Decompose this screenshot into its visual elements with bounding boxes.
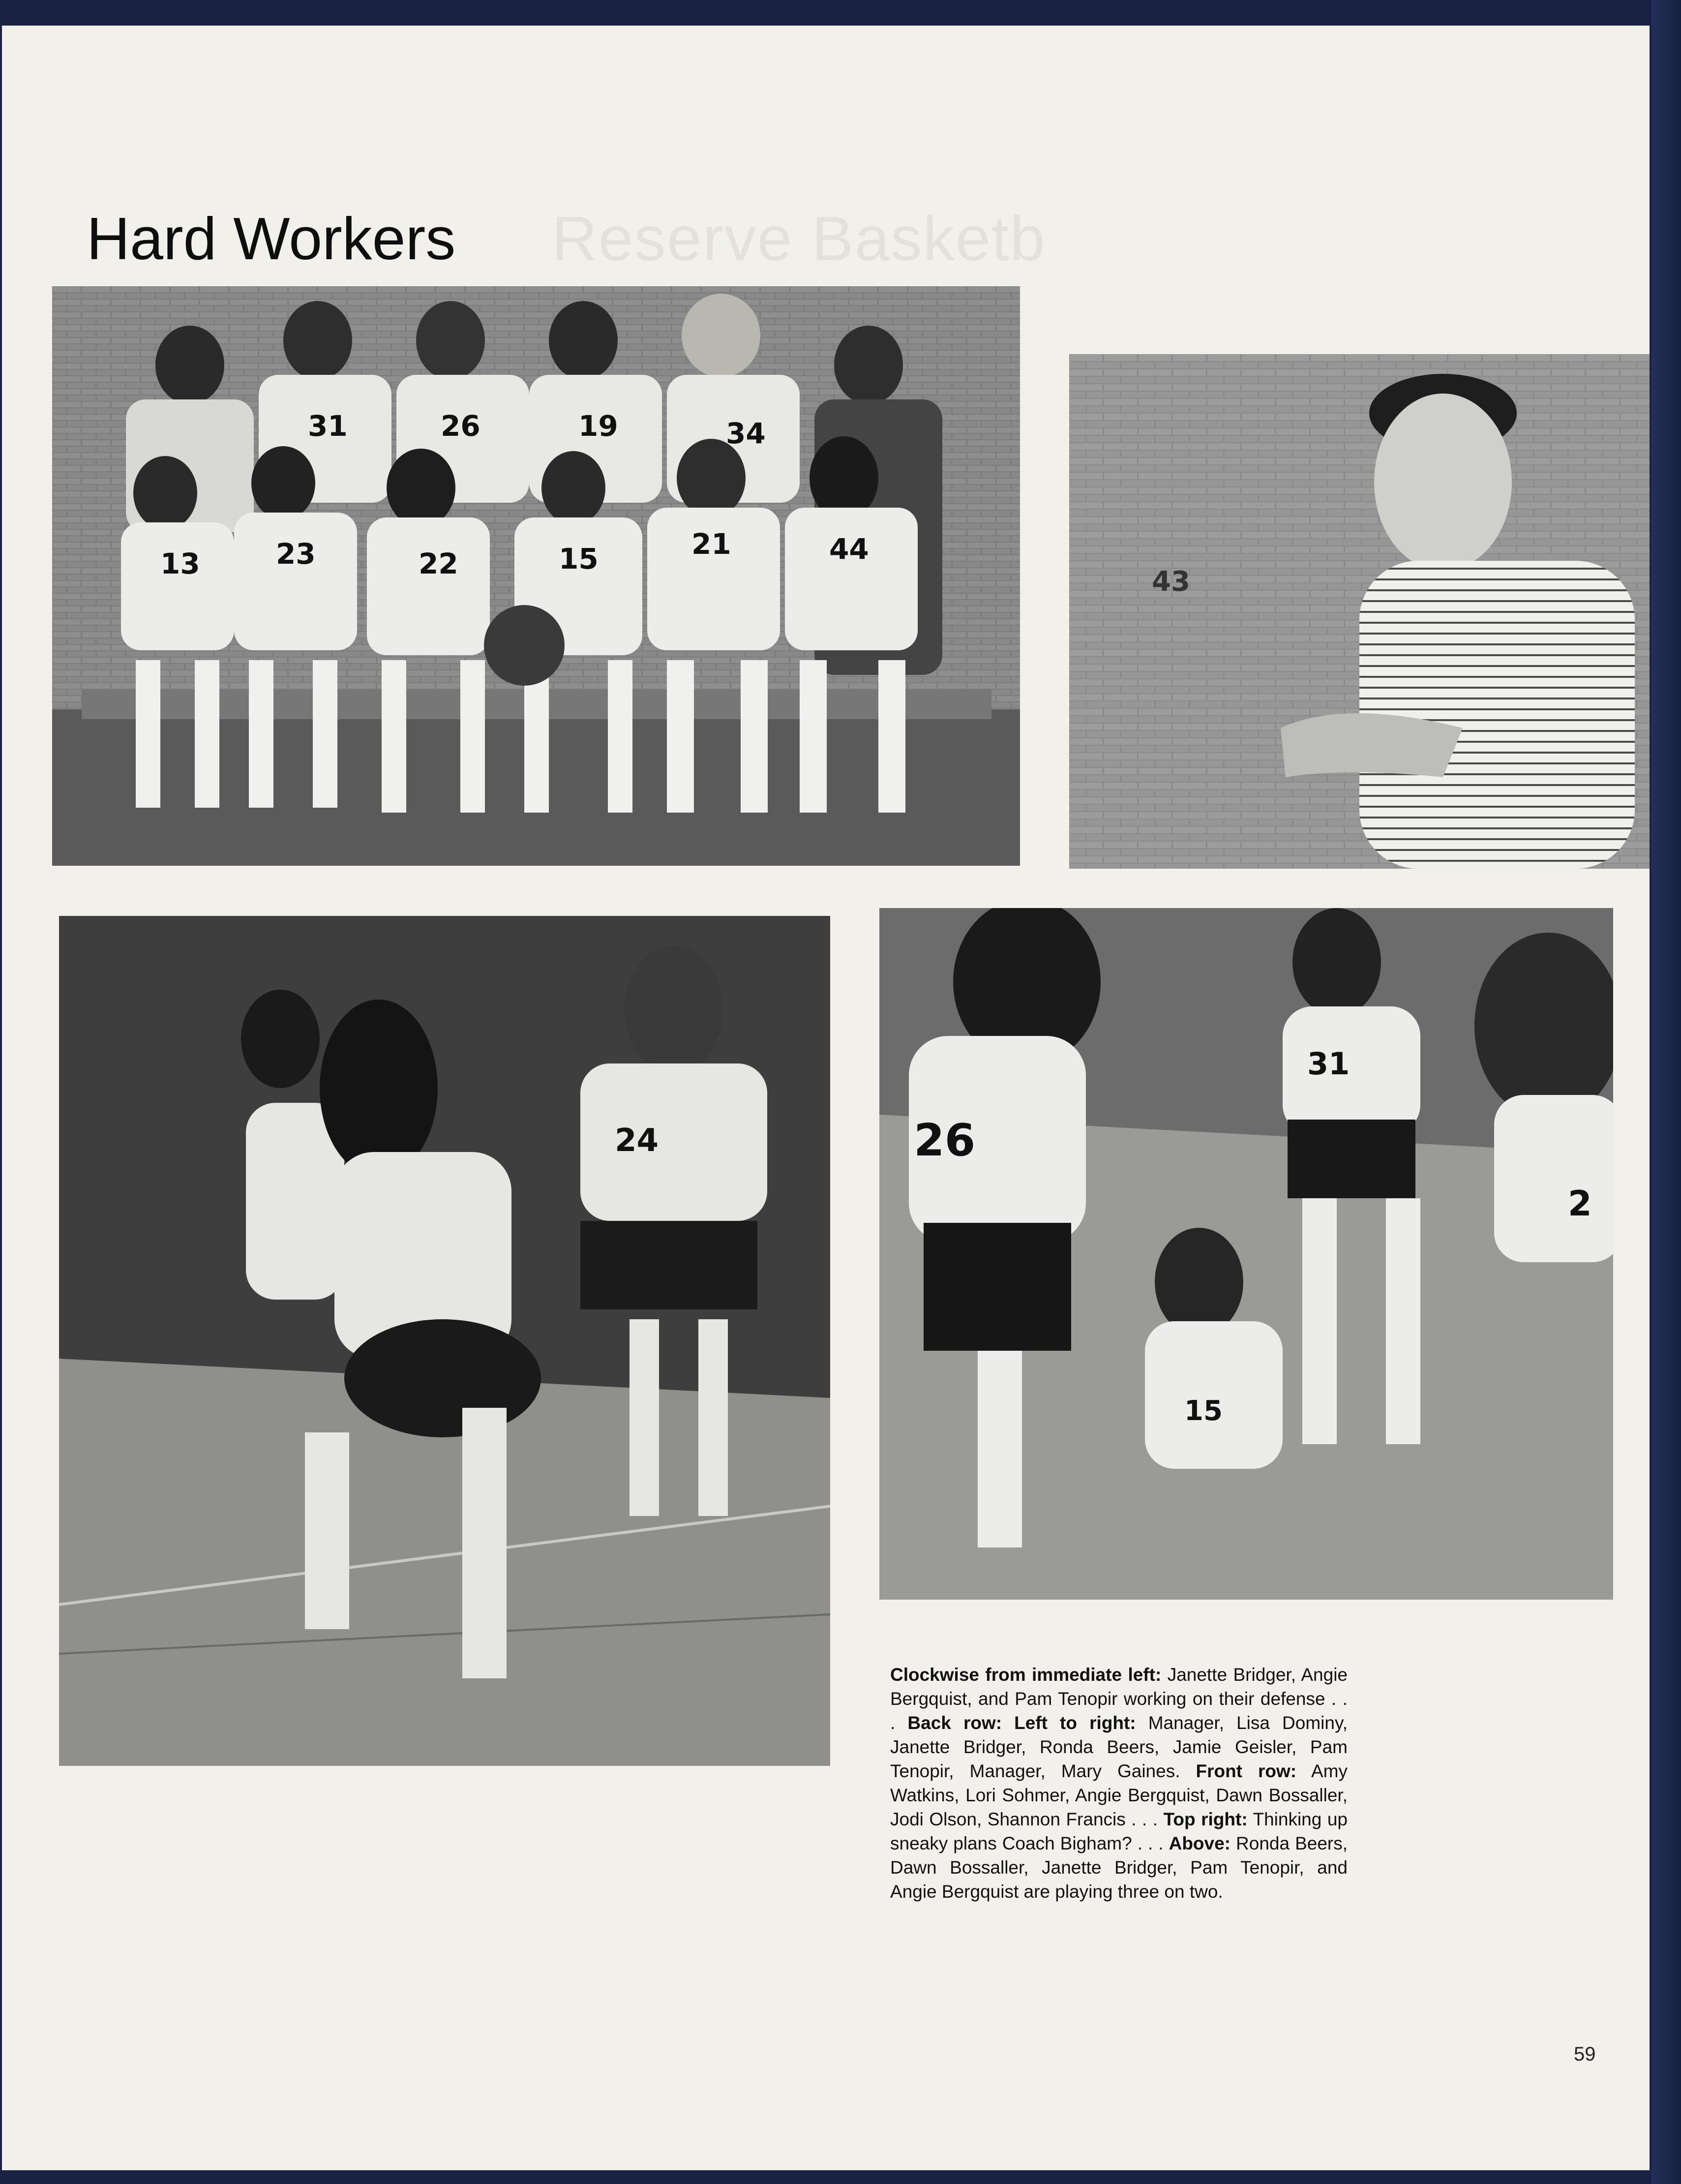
defense-drill-photo [59, 916, 830, 1766]
caption-text: Manager, Lisa Dominy, Janette Bridger, Ronda Beers, Jamie Geisler, Pam Tenopir, Manager, Mary Gaines. [890, 1713, 1348, 1781]
caption-text: Amy Watkins, Lori Sohmer, Angie Bergquist, Dawn Bossaller, Jodi Olson, Shannon Francis . . . [890, 1761, 1348, 1829]
team-photo [52, 286, 1020, 866]
defense-drill-photo-image [59, 916, 830, 1766]
caption-text: Janette Bridger, Angie Bergquist, and Pam Tenopir working on their defense . . . [890, 1665, 1348, 1733]
caption-label: Top right: [1163, 1809, 1248, 1829]
caption-text: Ronda Beers, Dawn Bossaller, Janette Bridger, Pam Tenopir, and Angie Bergquist are playing three on two. [890, 1833, 1348, 1902]
jersey-number: 15 [1184, 1395, 1223, 1427]
bleed-through-heading: Reserve Basketb [552, 204, 1046, 274]
wall-number: 43 [1152, 566, 1190, 598]
jersey-number: 2 [1568, 1183, 1592, 1224]
page-number: 59 [1574, 2043, 1596, 2065]
jersey-number: 31 [1307, 1046, 1350, 1082]
jersey-number: 26 [441, 409, 480, 443]
jersey-number: 26 [914, 1115, 976, 1166]
coach-photo [1069, 354, 1650, 869]
jersey-number: 21 [691, 527, 731, 561]
caption-label: Clockwise from immediate left: [890, 1665, 1162, 1685]
jersey-number: 31 [308, 409, 348, 443]
caption-label: Front row: [1196, 1761, 1297, 1781]
game-play-photo [879, 908, 1613, 1600]
photo-caption [890, 1663, 1348, 1904]
book-spine-edge [1651, 0, 1681, 2184]
yearbook-page [2, 26, 1650, 2170]
jersey-number: 24 [615, 1122, 659, 1159]
caption-label: Back row: Left to right: [907, 1713, 1136, 1733]
jersey-number: 23 [276, 537, 316, 571]
jersey-number: 44 [829, 532, 869, 566]
jersey-number: 13 [160, 547, 200, 580]
jersey-number: 15 [559, 542, 599, 576]
game-play-photo-image [879, 908, 1613, 1600]
caption-label: Above: [1169, 1833, 1231, 1853]
coach-photo-image [1069, 354, 1650, 869]
caption-text: Thinking up sneaky plans Coach Bigham? . . . [890, 1809, 1348, 1853]
jersey-number: 34 [726, 417, 766, 450]
page-title: Hard Workers [87, 205, 456, 272]
jersey-number: 19 [578, 409, 618, 443]
jersey-number: 22 [419, 547, 458, 580]
